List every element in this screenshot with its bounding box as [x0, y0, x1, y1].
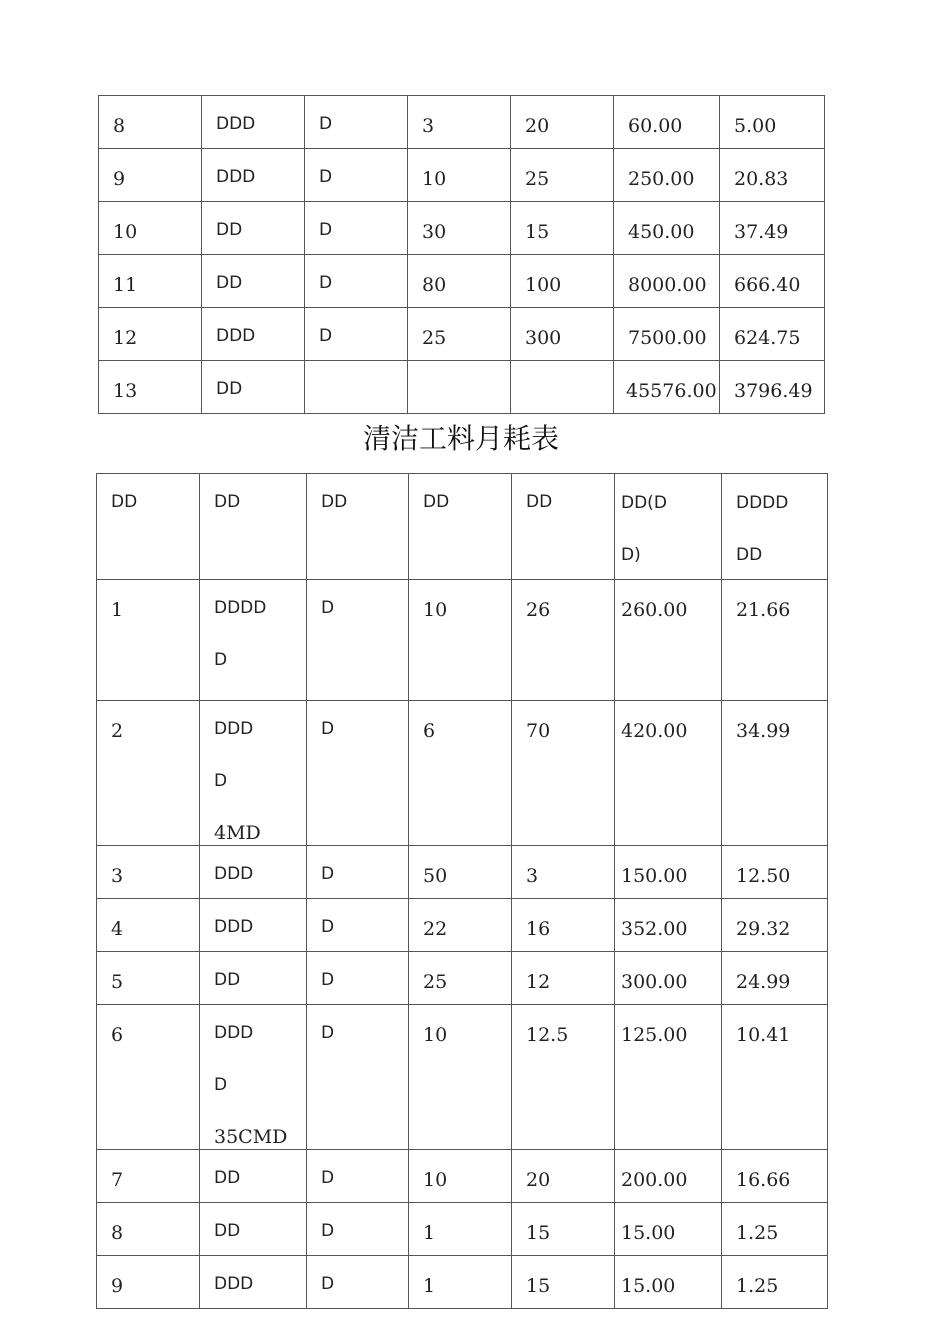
cell-price: 20 — [511, 96, 614, 149]
cell-price: 15 — [512, 1256, 615, 1309]
cell-no: 8 — [99, 96, 202, 149]
cell-total: 45576.00 — [614, 361, 720, 414]
cell-no: 2 — [97, 701, 200, 846]
header-price: DD — [512, 474, 615, 580]
top-table — [98, 95, 825, 414]
cell-name: DD — [200, 1150, 307, 1203]
cell-qty: 10 — [409, 580, 512, 701]
table-row — [97, 580, 828, 701]
cell-price: 12 — [512, 952, 615, 1005]
cell-total: 60.00 — [614, 96, 720, 149]
cell-total: 200.00 — [615, 1150, 722, 1203]
cell-qty: 30 — [408, 202, 511, 255]
cell-name: DDD — [202, 308, 305, 361]
cell-no: 8 — [97, 1203, 200, 1256]
table-row — [99, 202, 825, 255]
cell-total: 15.00 — [615, 1203, 722, 1256]
cell-unit: D — [307, 952, 409, 1005]
cell-unit: D — [307, 1005, 409, 1150]
cell-price: 16 — [512, 899, 615, 952]
cell-total: 450.00 — [614, 202, 720, 255]
cell-name: DDD — [200, 899, 307, 952]
cell-qty: 10 — [409, 1150, 512, 1203]
cell-total: 352.00 — [615, 899, 722, 952]
cell-no: 5 — [97, 952, 200, 1005]
cell-price: 70 — [512, 701, 615, 846]
cell-unit: D — [307, 846, 409, 899]
cell-name: DDD D 4MD — [200, 701, 307, 846]
cell-name: DDD D 35CMD — [200, 1005, 307, 1150]
cell-unit: D — [307, 1256, 409, 1309]
cell-total: 7500.00 — [614, 308, 720, 361]
cell-monthly: 29.32 — [722, 899, 828, 952]
cell-qty: 80 — [408, 255, 511, 308]
cell-no: 9 — [97, 1256, 200, 1309]
table-title: 清洁工料月耗表 — [362, 422, 559, 455]
cell-monthly: 1.25 — [722, 1256, 828, 1309]
cell-qty: 3 — [408, 96, 511, 149]
table-row — [99, 308, 825, 361]
header-qty: DD — [409, 474, 512, 580]
cell-name: DD — [200, 1203, 307, 1256]
cell-monthly: 20.83 — [720, 149, 825, 202]
table-row — [99, 361, 825, 414]
cell-monthly: 12.50 — [722, 846, 828, 899]
cell-name: DDDD D — [200, 580, 307, 701]
cell-price: 25 — [511, 149, 614, 202]
table-row — [97, 1005, 828, 1150]
cell-unit: D — [307, 1203, 409, 1256]
table-row — [97, 1203, 828, 1256]
cell-unit: D — [307, 899, 409, 952]
cell-no: 7 — [97, 1150, 200, 1203]
cleaning-materials-table — [96, 473, 828, 1309]
table-row — [99, 149, 825, 202]
cell-price: 300 — [511, 308, 614, 361]
cell-monthly: 34.99 — [722, 701, 828, 846]
table-row — [97, 1150, 828, 1203]
cell-name: DD — [202, 255, 305, 308]
cell-unit: D — [307, 701, 409, 846]
cell-total: 125.00 — [615, 1005, 722, 1150]
cell-total: 8000.00 — [614, 255, 720, 308]
cell-unit: D — [305, 96, 408, 149]
cell-no: 1 — [97, 580, 200, 701]
cell-monthly: 21.66 — [722, 580, 828, 701]
cell-qty: 25 — [408, 308, 511, 361]
cell-monthly: 10.41 — [722, 1005, 828, 1150]
cell-name: DD — [200, 952, 307, 1005]
cell-monthly: 37.49 — [720, 202, 825, 255]
cell-price — [511, 361, 614, 414]
cell-unit — [305, 361, 408, 414]
cell-no: 9 — [99, 149, 202, 202]
cell-no: 13 — [99, 361, 202, 414]
cell-monthly: 5.00 — [720, 96, 825, 149]
cell-name: DD — [202, 361, 305, 414]
cell-monthly: 666.40 — [720, 255, 825, 308]
cell-price: 26 — [512, 580, 615, 701]
cell-monthly: 16.66 — [722, 1150, 828, 1203]
cell-unit: D — [305, 202, 408, 255]
cell-qty: 22 — [409, 899, 512, 952]
cell-no: 6 — [97, 1005, 200, 1150]
cell-no: 10 — [99, 202, 202, 255]
cell-unit: D — [305, 308, 408, 361]
table-row — [97, 1256, 828, 1309]
cell-unit: D — [305, 149, 408, 202]
header-name: DD — [200, 474, 307, 580]
cell-no: 4 — [97, 899, 200, 952]
cell-monthly: 624.75 — [720, 308, 825, 361]
header-unit: DD — [307, 474, 409, 580]
cell-name: DD — [202, 202, 305, 255]
cell-qty: 6 — [409, 701, 512, 846]
header-monthly: DDDD DD — [722, 474, 828, 580]
cell-price: 3 — [512, 846, 615, 899]
cell-price: 12.5 — [512, 1005, 615, 1150]
cell-total: 300.00 — [615, 952, 722, 1005]
cell-total: 15.00 — [615, 1256, 722, 1309]
cell-qty: 50 — [409, 846, 512, 899]
cell-unit: D — [305, 255, 408, 308]
cell-price: 100 — [511, 255, 614, 308]
cell-total: 260.00 — [615, 580, 722, 701]
table-row — [97, 846, 828, 899]
cell-total: 250.00 — [614, 149, 720, 202]
cell-qty: 10 — [409, 1005, 512, 1150]
cell-monthly: 3796.49 — [720, 361, 825, 414]
table-row — [97, 899, 828, 952]
cell-no: 11 — [99, 255, 202, 308]
cell-price: 20 — [512, 1150, 615, 1203]
table-row — [97, 952, 828, 1005]
cell-total: 150.00 — [615, 846, 722, 899]
cell-total: 420.00 — [615, 701, 722, 846]
cell-monthly: 24.99 — [722, 952, 828, 1005]
cell-qty: 10 — [408, 149, 511, 202]
cell-name: DDD — [200, 1256, 307, 1309]
cell-qty: 1 — [409, 1256, 512, 1309]
cell-name: DDD — [202, 96, 305, 149]
cell-name: DDD — [200, 846, 307, 899]
cell-no: 12 — [99, 308, 202, 361]
cell-unit: D — [307, 1150, 409, 1203]
header-total: DD(D D) — [615, 474, 722, 580]
table-header-row — [97, 474, 828, 580]
cell-qty: 25 — [409, 952, 512, 1005]
table-row — [97, 701, 828, 846]
table-row — [99, 96, 825, 149]
cell-no: 3 — [97, 846, 200, 899]
cell-price: 15 — [511, 202, 614, 255]
cell-unit: D — [307, 580, 409, 701]
cell-qty: 1 — [409, 1203, 512, 1256]
table-row — [99, 255, 825, 308]
header-no: DD — [97, 474, 200, 580]
cell-qty — [408, 361, 511, 414]
cell-monthly: 1.25 — [722, 1203, 828, 1256]
cell-price: 15 — [512, 1203, 615, 1256]
cell-name: DDD — [202, 149, 305, 202]
